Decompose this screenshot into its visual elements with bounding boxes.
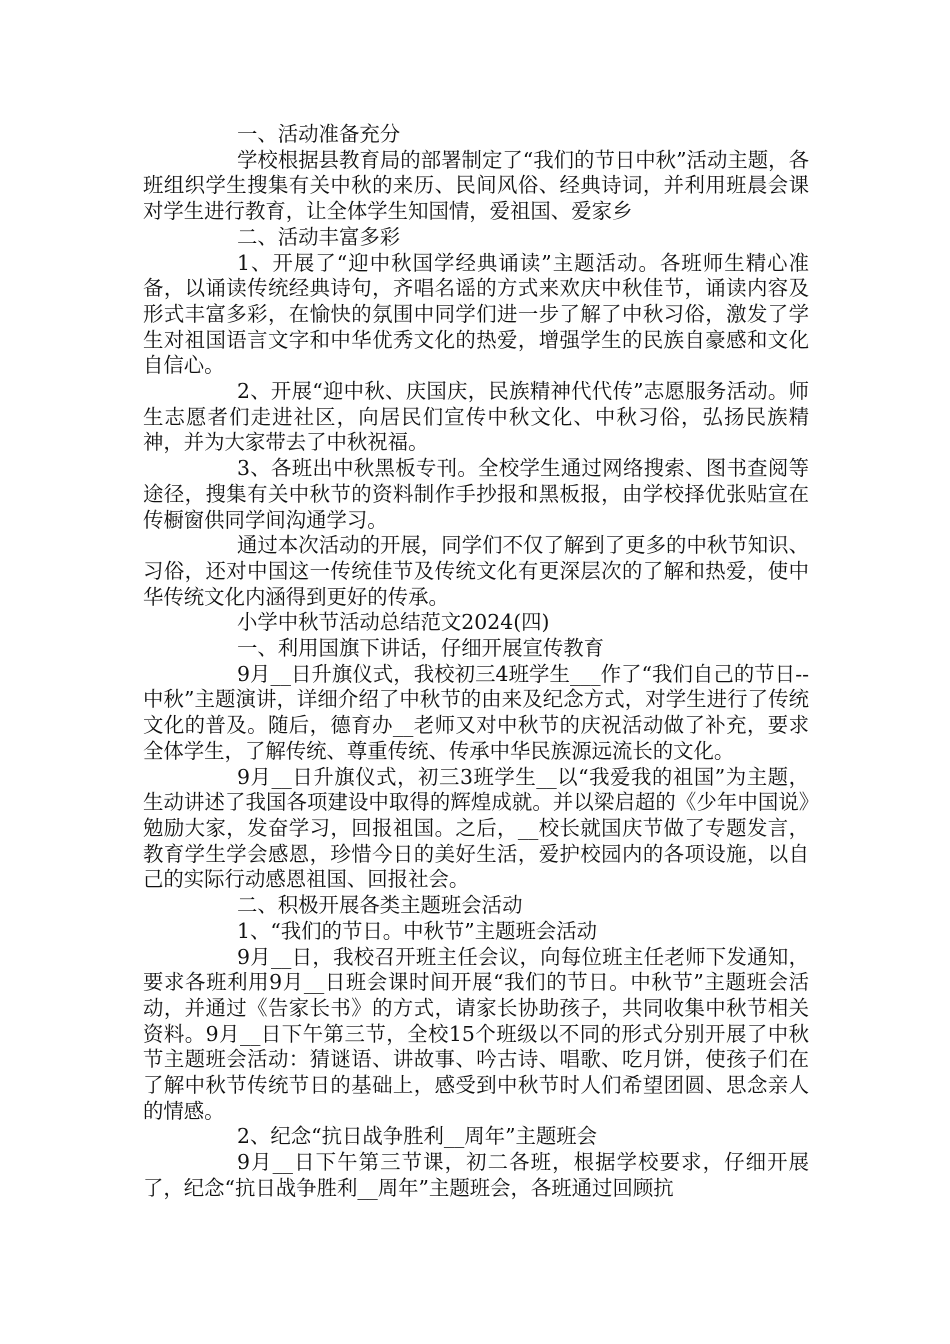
document-body xyxy=(143,122,809,1202)
paragraph-activity-1: 1、开展了“迎中秋国学经典诵读”主题活动。各班师生精心准备，以诵读传统经典诗句，齐唱名谣的方式来欢庆中秋佳节，诵读内容及形式丰富多彩，在愉快的氛围中同学们进一步了解了中秋习俗，激发了学生对祖国语言文字和中华优秀文化的热爱，增强学生的民族自豪感和文化自信心。 xyxy=(143,250,809,378)
section-heading-preparation: 一、活动准备充分 xyxy=(237,122,401,146)
paragraph-anniversary-meeting: 9月__日下午第三节课，初二各班，根据学校要求，仔细开展了，纪念“抗日战争胜利__周年”主题班会，各班通过回顾抗 xyxy=(143,1150,809,1200)
paragraph-mid-autumn-meeting: 9月__日，我校召开班主任会议，向每位班主任老师下发通知，要求各班利用9月__日班会课时间开展“我们的节日。中秋节”主题班会活动，并通过《告家长书》的方式，请家长协助孩子，共同收集中秋节相关资料。9月__日下午第三节，全校15个班级以不同的形式分别开展了中秋节主题班会活动：猜谜语、讲故事、吟古诗、唱歌、吃月饼，使孩子们在了解中秋节传统节日的基础上，感受到中秋节时人们希望团圆、思念亲人的情感。 xyxy=(143,944,809,1123)
section-heading-flag-speech: 一、利用国旗下讲话，仔细开展宣传教育 xyxy=(237,636,605,661)
section-heading-class-meetings: 二、积极开展各类主题班会活动 xyxy=(237,893,523,918)
section-heading-activities: 二、活动丰富多彩 xyxy=(237,224,401,249)
subheading-mid-autumn-meeting: 1、“我们的节日。中秋节”主题班会活动 xyxy=(237,918,598,943)
paragraph-flag-ceremony-1: 9月__日升旗仪式，我校初三4班学生___作了“我们自己的节日--中秋”主题演讲，详细介绍了中秋节的由来及纪念方式，对学生进行了传统文化的普及。随后，德育办__老师又对中秋节的庆祝活动做了补充，要求全体学生，了解传统、尊重传统、传承中华民族源远流长的文化。 xyxy=(143,661,809,763)
paragraph-flag-ceremony-2: 9月__日升旗仪式，初三3班学生__以“我爱我的祖国”为主题，生动讲述了我国各项建设中取得的辉煌成就。并以梁启超的《少年中国说》勉励大家，发奋学习，回报祖国。之后，__校长就国庆节做了专题发言，教育学生学会感恩，珍惜今日的美好生活，爱护校园内的各项设施，以自己的实际行动感恩祖国、回报社会。 xyxy=(143,764,809,892)
paragraph-summary: 通过本次活动的开展，同学们不仅了解到了更多的中秋节知识、习俗，还对中国这一传统佳节及传统文化有更深层次的了解和热爱，使中华传统文化内涵得到更好的传承。 xyxy=(143,533,809,609)
paragraph-activity-2: 2、开展“迎中秋、庆国庆，民族精神代代传”志愿服务活动。师生志愿者们走进社区，向居民们宣传中秋文化、中秋习俗，弘扬民族精神，并为大家带去了中秋祝福。 xyxy=(143,379,809,455)
subheading-anniversary-meeting: 2、纪念“抗日战争胜利__周年”主题班会 xyxy=(237,1124,598,1149)
article-title-four: 小学中秋节活动总结范文2024(四) xyxy=(237,610,550,635)
paragraph-activity-3: 3、各班出中秋黑板专刊。全校学生通过网络搜索、图书查阅等途径，搜集有关中秋节的资料制作手抄报和黑板报，由学校择优张贴宣在传橱窗供同学间沟通学习。 xyxy=(143,456,809,532)
paragraph-preparation: 学校根据县教育局的部署制定了“我们的节日中秋”活动主题，各班组织学生搜集有关中秋的来历、民间风俗、经典诗词，并利用班晨会课对学生进行教育，让全体学生知国情，爱祖国、爱家乡 xyxy=(143,147,809,224)
